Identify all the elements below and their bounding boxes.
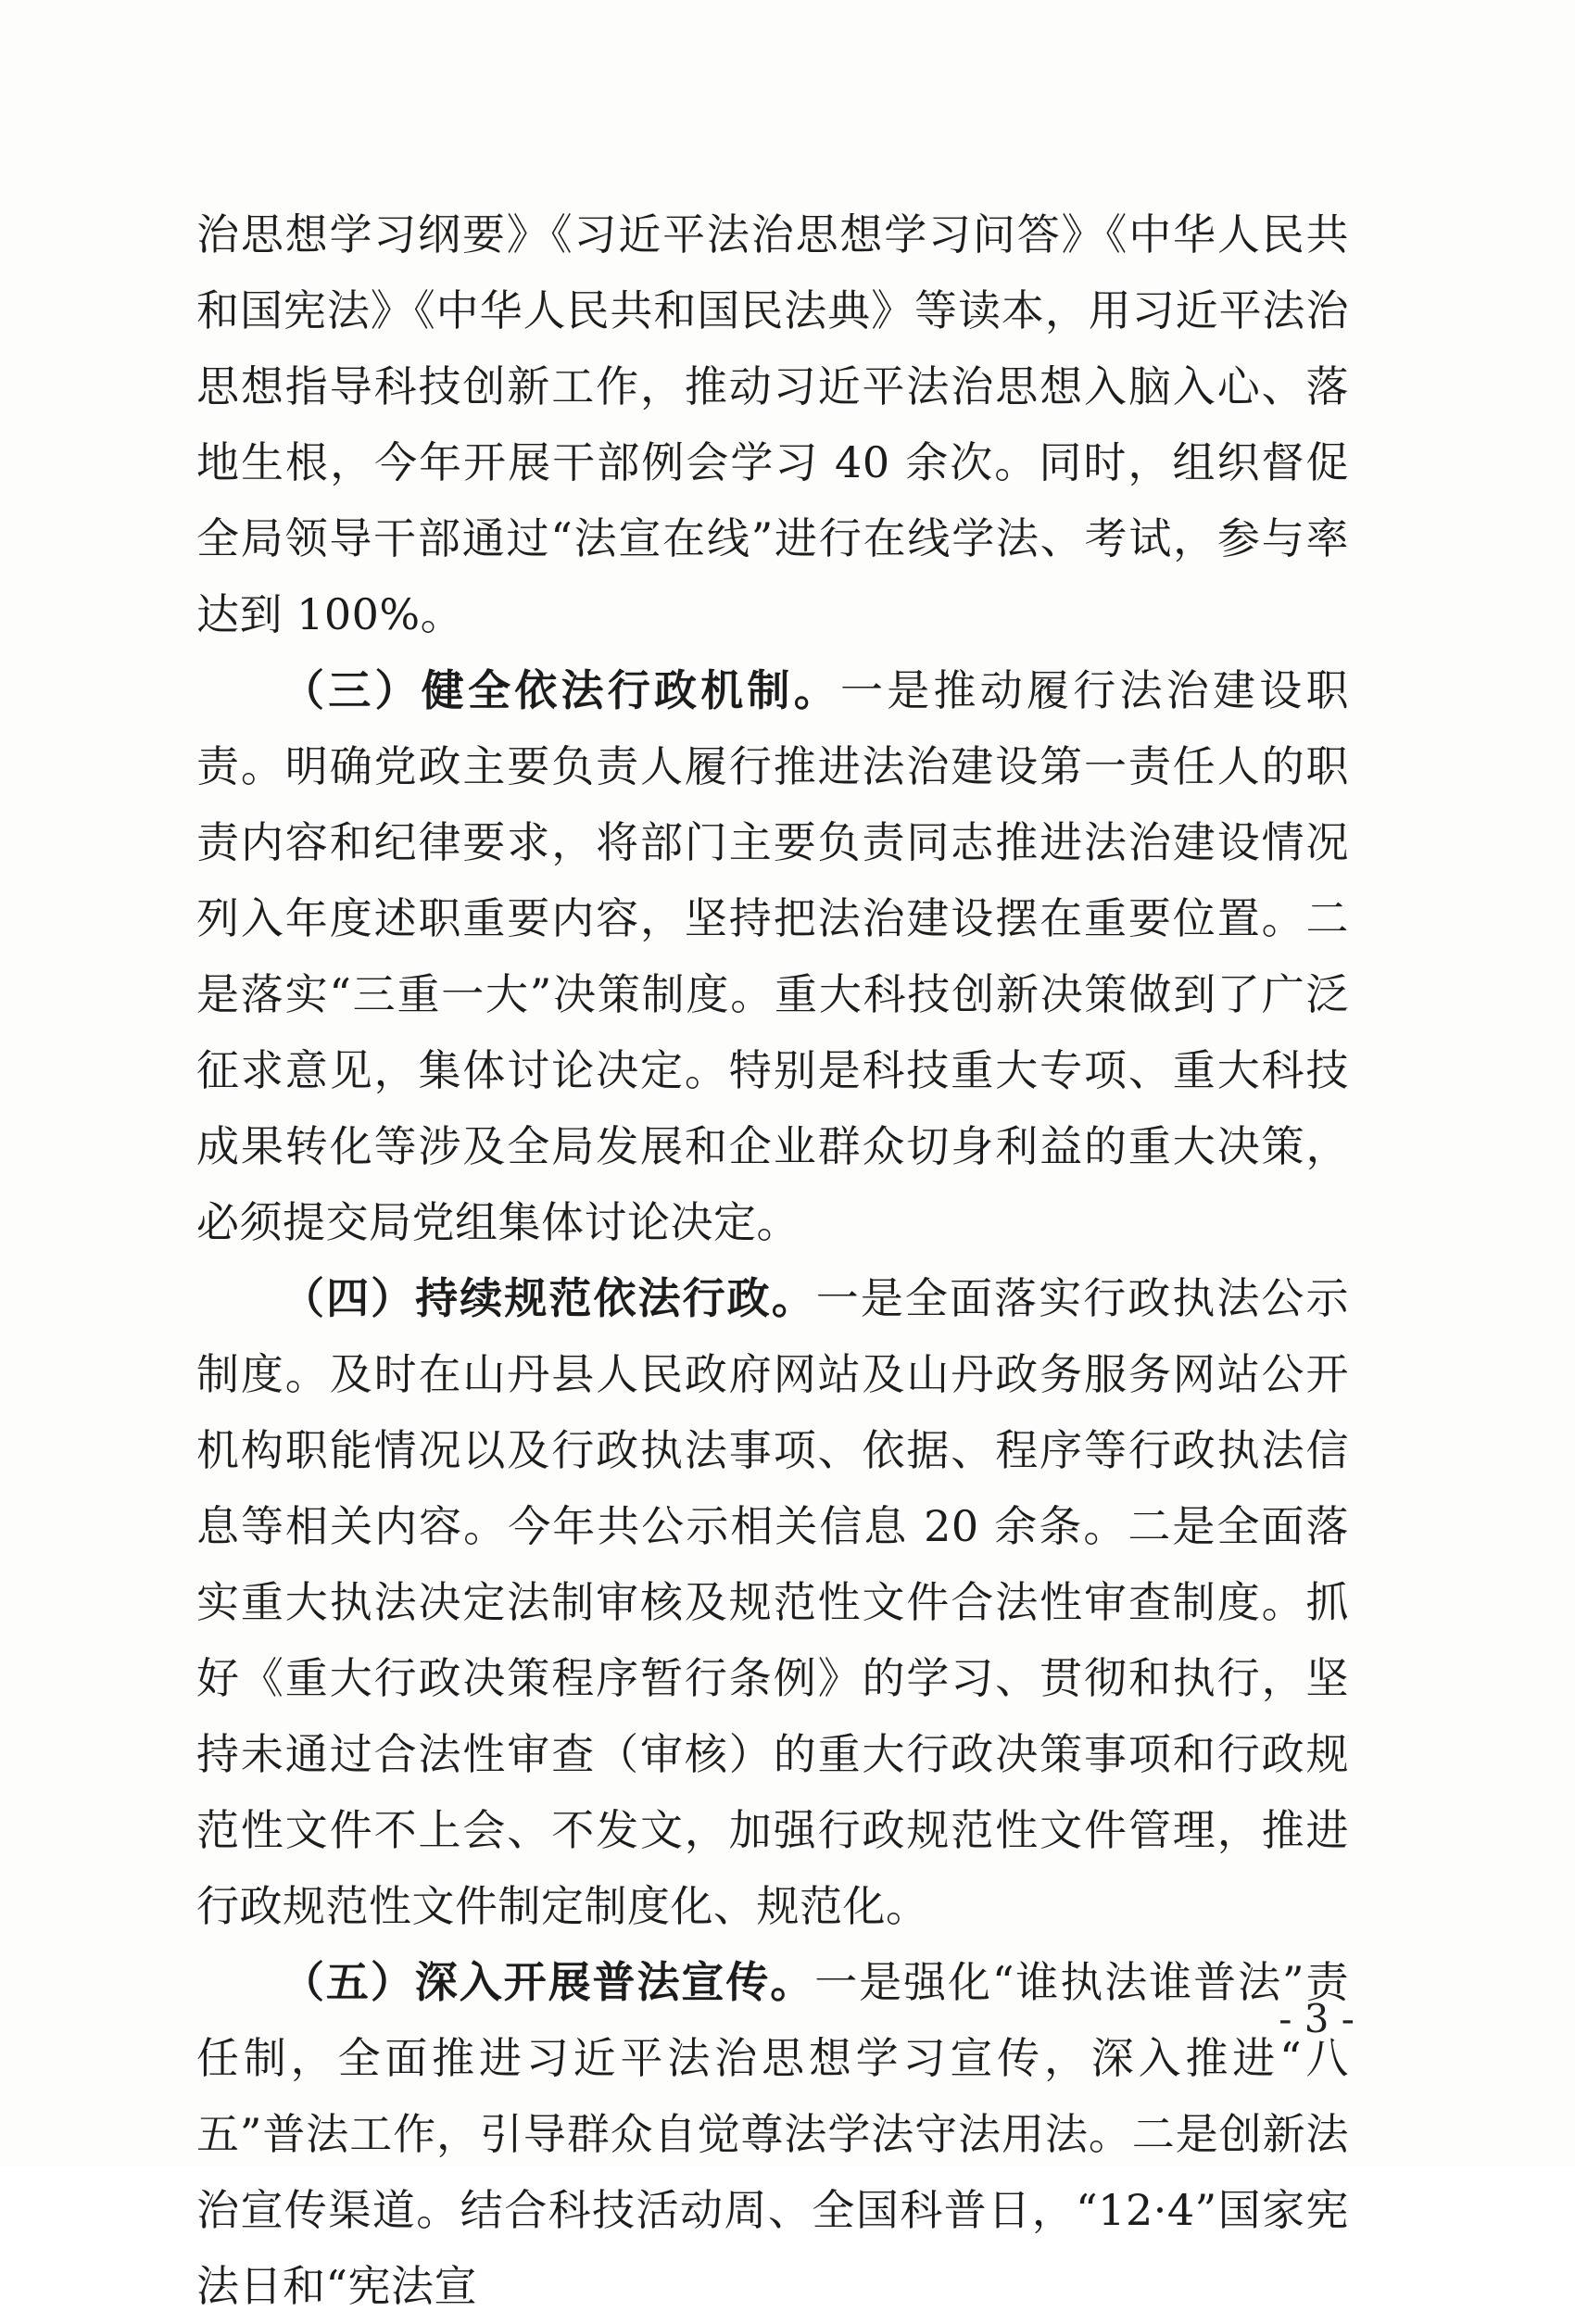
paragraph-continuation [196,196,1349,652]
page-number: - 3 - [1279,1996,1354,2041]
paragraph-text: 治思想学习纲要》《习近平法治思想学习问答》《中华人民共和国宪法》《中华人民共和国民法典》等读本，用习近平法治思想指导科技创新工作，推动习近平法治思想入脑入心、落地生根，今年开展干部例会学习 40 余次。同时，组织督促全局领导干部通过“法宣在线”进行在线学法、考试，参与率达到 100%。 [196,209,1349,639]
section-5 [196,1944,1349,2324]
section-3 [196,652,1349,1260]
section-3-heading: （三）健全依法行政机制。 [282,665,840,715]
section-5-heading: （五）深入开展普法宣传。 [282,1957,815,2007]
section-4 [196,1260,1349,1944]
document-body [196,196,1349,2324]
section-3-body: 一是推动履行法治建设职责。明确党政主要负责人履行推进法治建设第一责任人的职责内容和纪律要求，将部门主要负责同志推进法治建设情况列入年度述职重要内容，坚持把法治建设摆在重要位置。二是落实“三重一大”决策制度。重大科技创新决策做到了广泛征求意见，集体讨论决定。特别是科技重大专项、重大科技成果转化等涉及全局发展和企业群众切身利益的重大决策，必须提交局党组集体讨论决定。 [196,665,1349,1247]
section-4-heading: （四）持续规范依法行政。 [282,1273,816,1323]
section-5-body: 一是强化“谁执法谁普法”责任制，全面推进习近平法治思想学习宣传，深入推进“八五”普法工作，引导群众自觉尊法学法守法用法。二是创新法治宣传渠道。结合科技活动周、全国科普日，“12·4”国家宪法日和“宪法宣 [196,1957,1349,2311]
section-4-body: 一是全面落实行政执法公示制度。及时在山丹县人民政府网站及山丹政务服务网站公开机构职能情况以及行政执法事项、依据、程序等行政执法信息等相关内容。今年共公示相关信息 20 余条。二是全面落实重大执法决定法制审核及规范性文件合法性审查制度。抓好《重大行政决策程序暂行条例》的学习、贯彻和执行，坚持未通过合法性审查（审核）的重大行政决策事项和行政规范性文件不上会、不发文，加强行政规范性文件管理，推进行政规范性文件制定制度化、规范化。 [196,1273,1350,1931]
